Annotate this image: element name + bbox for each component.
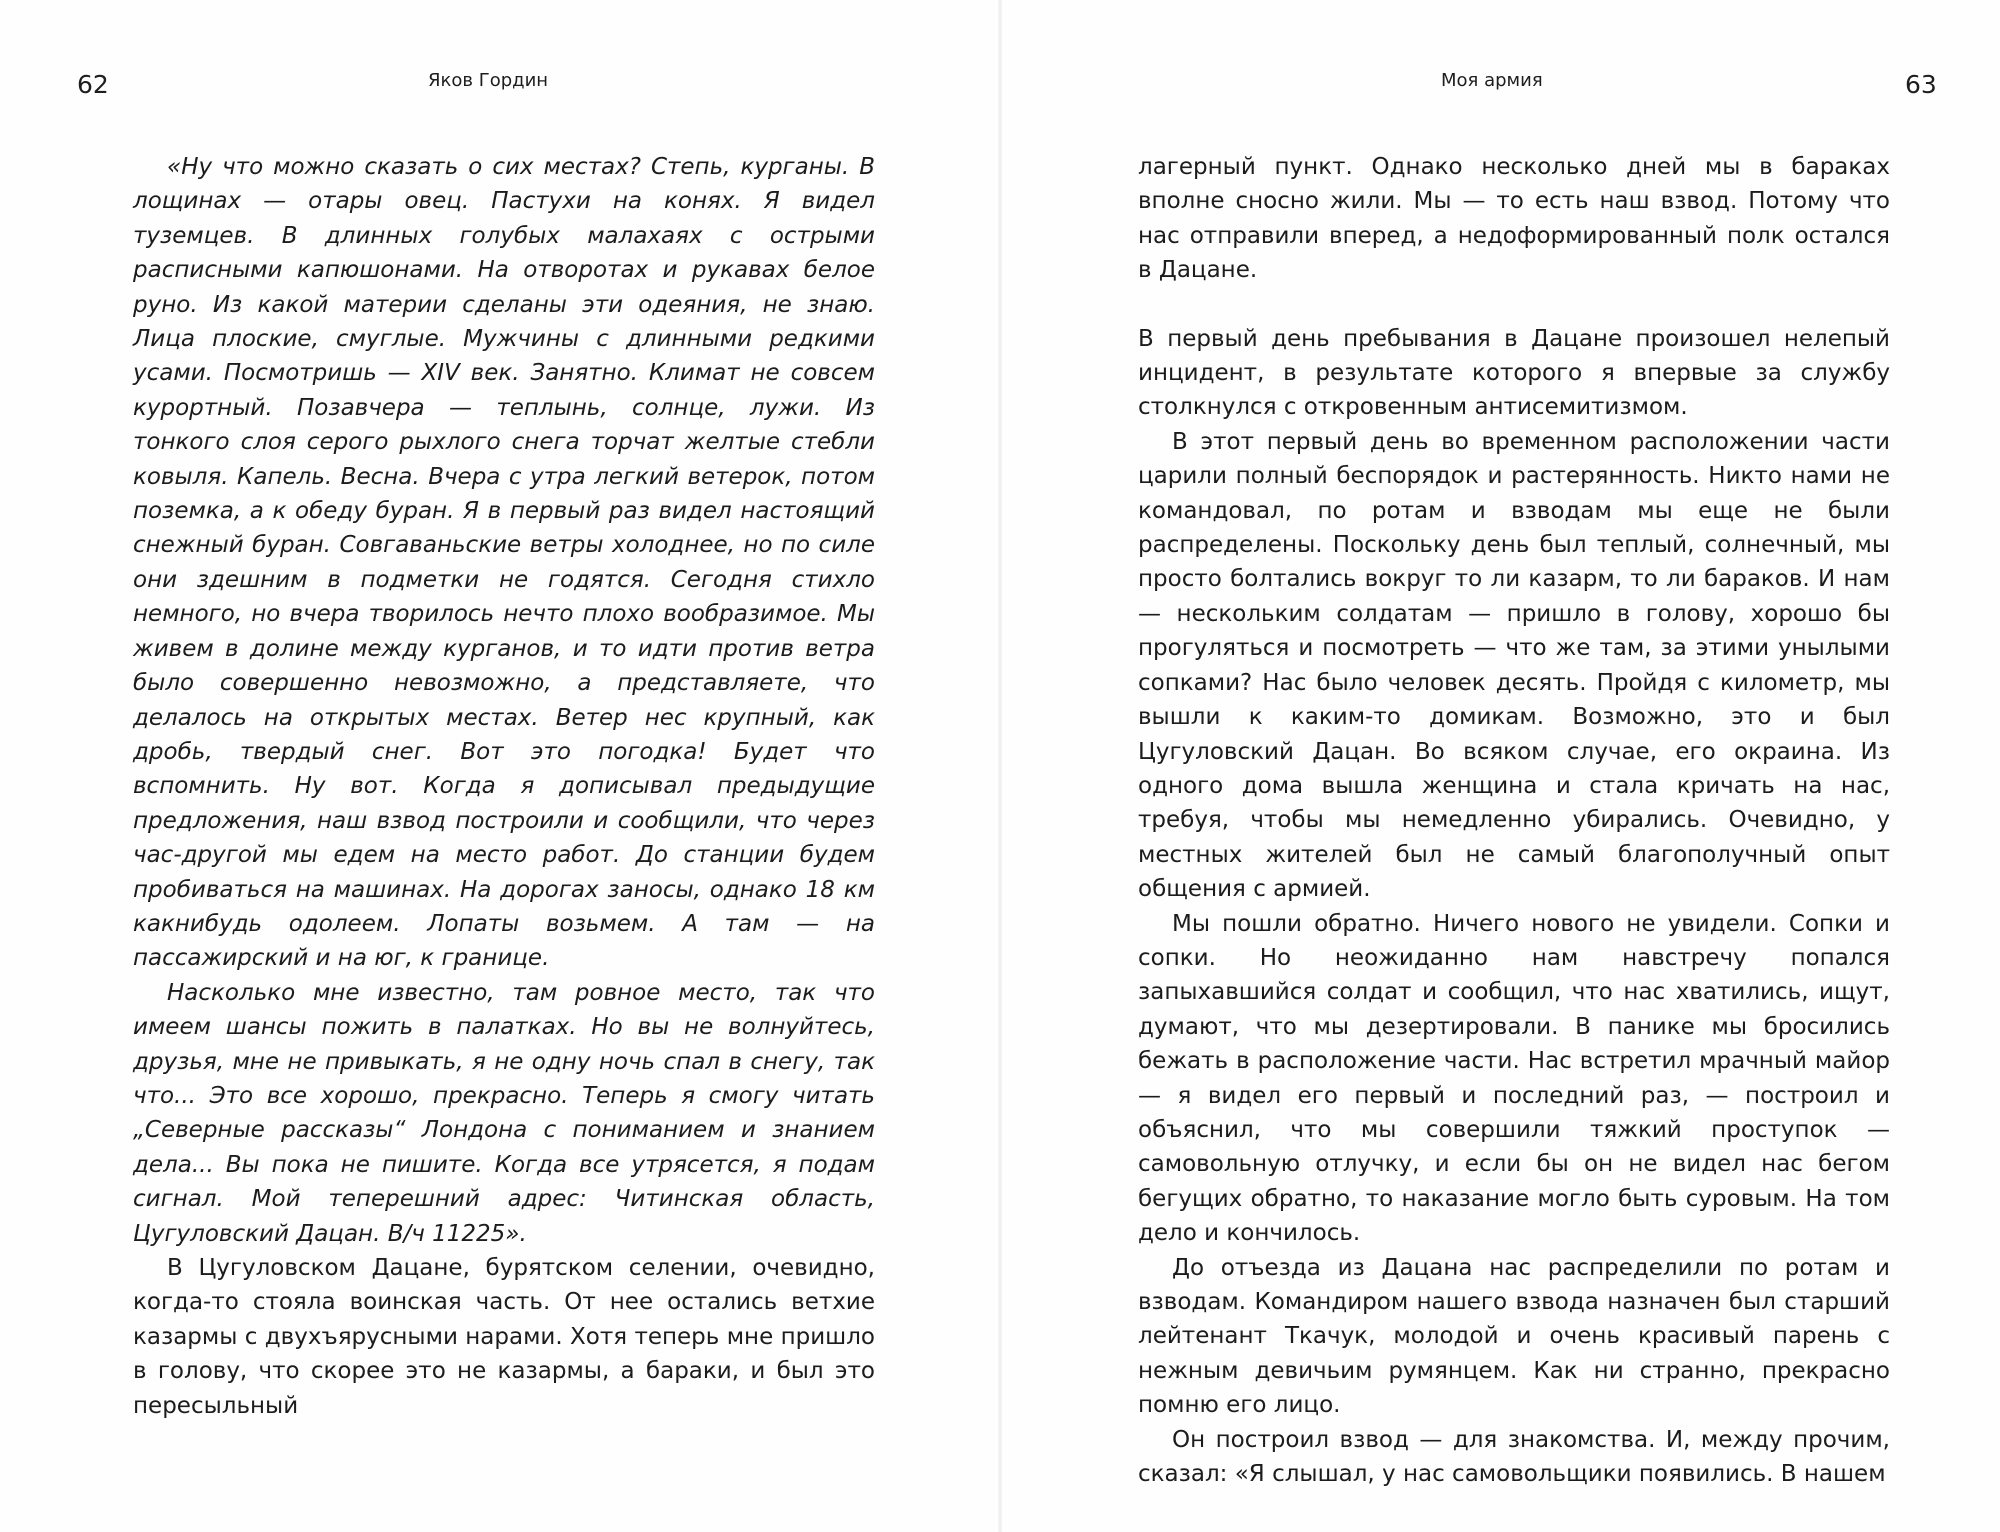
running-head-author: Яков Гордин (428, 70, 549, 91)
paragraph: До отъезда из Дацана нас распределили по ротам и взводам. Командиром нашего взвода назначен был старший лейтенант Ткачук, молодой и очень красивый парень с нежным девичьим румянцем. Как ни странно, прекрасно помню его лицо. (1138, 1254, 1890, 1419)
left-page-body (133, 150, 875, 1423)
paragraph: Насколько мне известно, там ровное место, так что имеем шансы пожить в палатках. Но вы не волнуйтесь, друзья, мне не привыкать, я не одну ночь спал в снегу, так что... Это все хорошо, прекрасно. Теперь я смогу читать „Северные рассказы“ Лондона с пониманием и знанием дела... Вы пока не пишите. Когда все утрясется, я подам сигнал. Мой теперешний адрес: Читинская область, Цугуловский Дацан. В/ч 11225». (133, 979, 875, 1247)
paragraph: «Ну что можно сказать о сих местах? Степь, курганы. В лощинах — отары овец. Пастухи на конях. Я видел туземцев. В длинных голубых малахаях с острыми расписными капюшонами. На отворотах и рукавах белое руно. Из какой материи сделаны эти одеяния, не знаю. Лица плоские, смуглые. Мужчины с длинными редкими усами. Посмотришь — XIV век. Занятно. Климат не совсем курортный. Позавчера — теплынь, солнце, лужи. Из тонкого слоя серого рыхлого снега торчат желтые стебли ковыля. Капель. Весна. Вчера с утра легкий ветерок, потом поземка, а к обеду буран. Я в первый раз видел настоящий снежный буран. Совгаваньские ветры холоднее, но по силе они здешним в подметки не годятся. Сегодня стихло немного, но вчера творилось нечто плохо вообразимое. Мы живем в долине между курганов, и то идти против ветра было совершенно невозможно, а представляете, что делалось на открытых местах. Ветер нес крупный, как дробь, твердый снег. Вот это погодка! Будет что вспомнить. Ну вот. Когда я дописывал предыдущие предложения, наш взвод построили и сообщили, что через час-другой мы едем на место работ. До станции будем пробиваться на машинах. На дорогах заносы, однако 18 км какнибудь одолеем. Лопаты возьмем. А там — на пассажирский и на юг, к границе. (133, 154, 875, 972)
paragraph: лагерный пункт. Однако несколько дней мы в бараках вполне сносно жили. Мы — то есть наш взвод. Потому что нас отправили вперед, а недоформированный полк остался в Дацане. (1138, 154, 1890, 284)
right-page-body (1138, 150, 1890, 1491)
right-page (1000, 0, 2000, 1532)
page-number-left: 62 (77, 70, 109, 99)
paragraph: В этот первый день во временном расположении части царили полный беспорядок и растерянность. Никто нами не командовал, по ротам и взводам мы еще не были распределены. Поскольку день был теплый, солнечный, мы просто болтались вокруг то ли казарм, то ли бараков. И нам — нескольким солдатам — пришло в голову, хорошо бы прогуляться и посмотреть — что же там, за этими унылыми сопками? Нас было человек десять. Пройдя с километр, мы вышли к каким-то домикам. Возможно, это и был Цугуловский Дацан. Во всяком случае, его окраина. Из одного дома вышла женщина и стала кричать на нас, требуя, чтобы мы немедленно убирались. Очевидно, у местных жителей был не самый благополучный опыт общения с армией. (1138, 428, 1890, 903)
paragraph: В первый день пребывания в Дацане произошел нелепый инцидент, в результате которого я впервые за службу столкнулся с откровенным антисемитизмом. (1138, 325, 1890, 421)
paragraph: В Цугуловском Дацане, бурятском селении, очевидно, когда-то стояла воинская часть. От нее остались ветхие казармы с двухъярусными нарами. Хотя теперь мне пришло в голову, что скорее это не казармы, а бараки, и был это пересыльный (133, 1255, 875, 1419)
page-number-right: 63 (1905, 70, 1937, 99)
paragraph: Он построил взвод — для знакомства. И, между прочим, сказал: «Я слышал, у нас самовольщики появились. В нашем (1138, 1426, 1890, 1488)
running-head-title: Моя армия (1441, 70, 1543, 91)
paragraph: Мы пошли обратно. Ничего нового не увидели. Сопки и сопки. Но неожиданно нам навстречу попался запыхавшийся солдат и сообщил, что нас хватились, ищут, думают, что мы дезертировали. В панике мы бросились бежать в расположение части. Нас встретил мрачный майор — я видел его первый и последний раз, — построил и объяснил, что мы совершили тяжкий проступок — самовольную отлучку, и если бы он не видел нас бегом бегущих обратно, то наказание могло быть суровым. На том дело и кончилось. (1138, 910, 1890, 1247)
